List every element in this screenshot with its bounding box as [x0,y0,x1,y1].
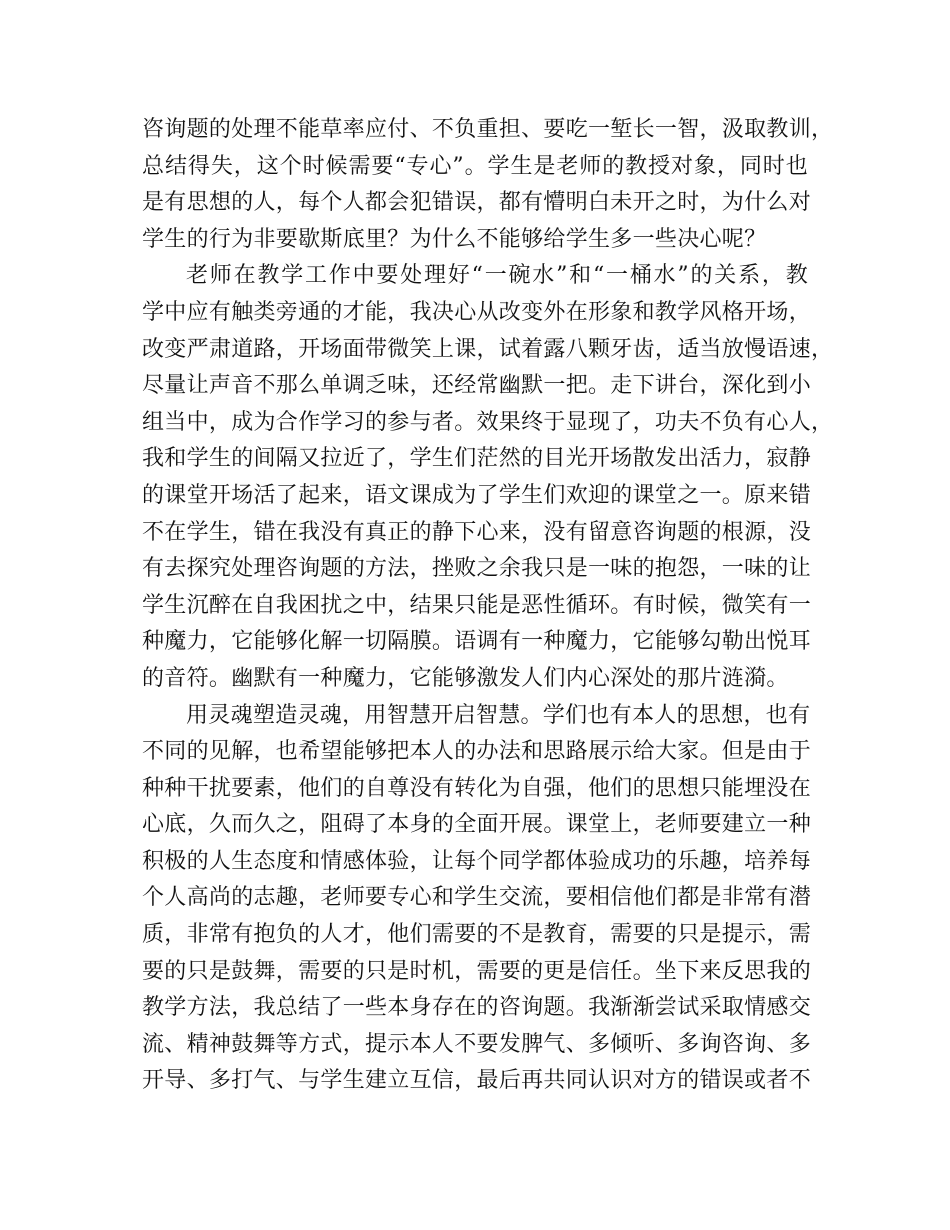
text-line: 要的只是鼓舞，需要的只是时机，需要的更是信任。坐下来反思我的 [142,958,812,984]
text-line: 改变严肃道路，开场面带微笑上课，试着露八颗牙齿，适当放慢语速， [142,336,834,362]
text-line: 种种干扰要素，他们的自尊没有转化为自强，他们的思想只能埋没在 [142,775,812,801]
text-line: 学生的行为非要歇斯底里？为什么不能够给学生多一些决心呢？ [142,226,767,252]
text-line: 学中应有触类旁通的才能，我决心从改变外在形象和教学风格开场， [142,299,812,325]
text-line: 是有思想的人，每个人都会犯错误，都有懵明白未开之时，为什么对 [142,190,812,216]
text-line: 开导、多打气、与学生建立互信，最后再共同认识对方的错误或者不 [142,1068,812,1094]
text-line: 我和学生的间隔又拉近了，学生们茫然的目光开场散发出活力，寂静 [142,446,812,472]
text-line: 心底，久而久之，阻碍了本身的全面开展。课堂上，老师要建立一种 [142,812,812,838]
text-line: 咨询题的处理不能草率应付、不负重担、要吃一堑长一智，汲取教训， [142,117,834,142]
text-line: 尽量让声音不那么单调乏味，还经常幽默一把。走下讲台，深化到小 [142,373,812,399]
text-line: 的课堂开场活了起来，语文课成为了学生们欢迎的课堂之一。原来错 [142,482,812,508]
text-line: 不同的见解，也希望能够把本人的办法和思路展示给大家。但是由于 [142,739,812,765]
paragraph-start-line: 用灵魂塑造灵魂，用智慧开启智慧。学们也有本人的思想，也有 [186,702,811,728]
text-line: 个人高尚的志趣，老师要专心和学生交流，要相信他们都是非常有潜 [142,885,812,911]
text-line: 总结得失，这个时候需要“专心”。学生是老师的教授对象，同时也 [142,153,808,179]
text-line: 学生沉醉在自我困扰之中，结果只能是恶性循环。有时候，微笑有一 [142,592,812,618]
text-line: 有去探究处理咨询题的方法，挫败之余我只是一味的抱怨，一味的让 [142,556,812,582]
text-line: 流、精神鼓舞等方式，提示本人不要发脾气、多倾听、多询咨询、多 [142,1031,812,1057]
text-line: 种魔力，它能够化解一切隔膜。语调有一种魔力，它能够勾勒出悦耳 [142,629,812,655]
text-line: 的音符。幽默有一种魔力，它能够激发人们内心深处的那片涟漪。 [142,665,789,691]
text-line: 教学方法，我总结了一些本身存在的咨询题。我渐渐尝试采取情感交 [142,995,812,1021]
text-line: 积极的人生态度和情感体验，让每个同学都体验成功的乐趣，培养每 [142,848,812,874]
text-line: 不在学生，错在我没有真正的静下心来，没有留意咨询题的根源，没 [142,519,812,545]
text-line: 质，非常有抱负的人才，他们需要的不是教育，需要的只是提示，需 [142,922,812,948]
paragraph-start-line: 老师在教学工作中要处理好“一碗水”和“一桶水”的关系，教 [186,263,808,289]
text-line: 组当中，成为合作学习的参与者。效果终于显现了，功夫不负有心人， [142,409,834,435]
body-text [142,112,834,1100]
